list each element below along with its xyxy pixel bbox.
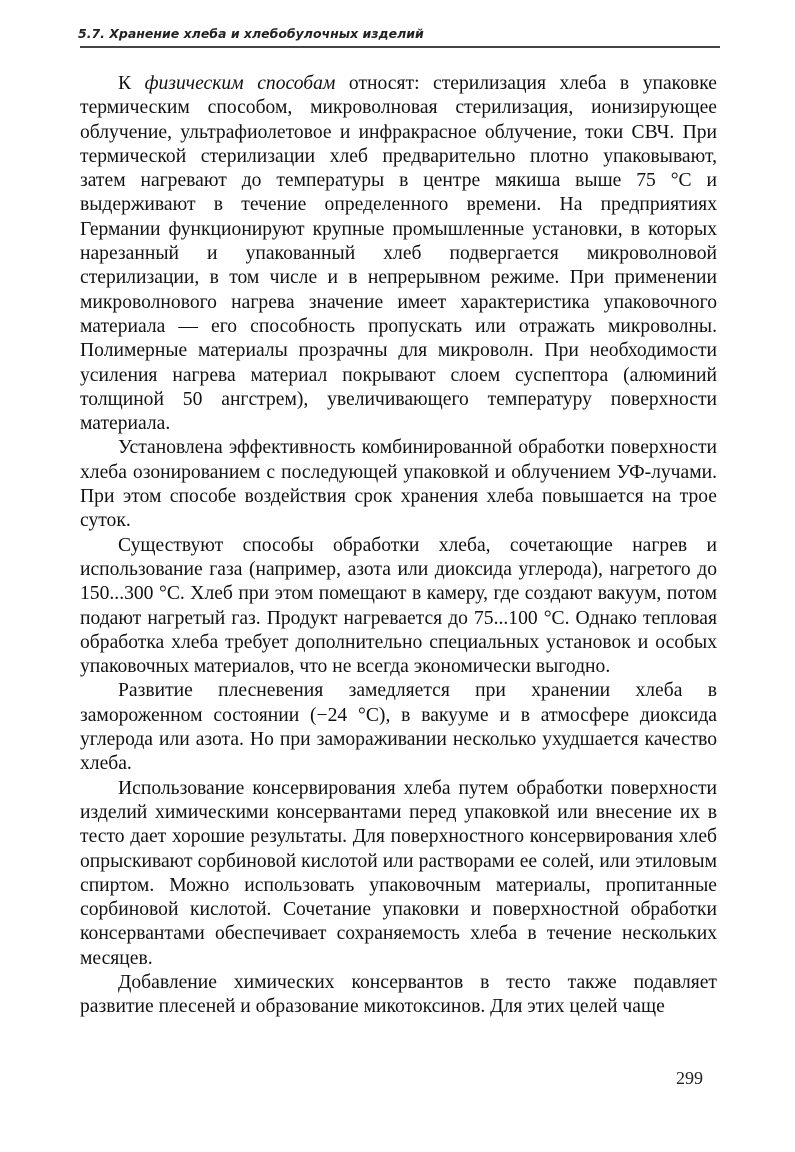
running-head: 5.7. Хранение хлеба и хлебобулочных изделий [78, 26, 424, 41]
header-rule [80, 46, 720, 48]
paragraph-preservation: Использование консервирования хлеба путем обработки поверхности изделий химическими консервантами перед упаковкой или внесение их в тесто дает хорошие результаты. Для поверхностного консервирования хлеб опрыскивают сорбиновой кислотой или растворами ее солей, или этиловым спиртом. Можно использовать упаковочным материалы, пропитанные сорбиновой кислотой. Сочетание упаковки и поверхностной обработки консервантами обеспечивает сохраняемость хлеба в течение нескольких месяцев. [80, 777, 717, 969]
paragraph-preservatives: Добавление химических консервантов в тесто также подавляет развитие плесеней и образование микотоксинов. Для этих целей чаще [80, 971, 717, 1018]
page-number: 299 [676, 1068, 703, 1088]
body-text [80, 72, 717, 1020]
p1-lead: К [118, 73, 145, 94]
paragraph-gas-heating: Существуют способы обработки хлеба, сочетающие нагрев и использование газа (например, азота или диоксида углерода), нагретого до 150...300 °С. Хлеб при этом помещают в камеру, где создают вакуум, потом подают нагретый газ. Продукт нагревается до 75...100 °С. Однако тепловая обработка хлеба требует дополнительно специальных установок и особых упаковочных материалов, что не всегда экономически выгодно. [80, 534, 717, 678]
p1-emphasis: физическим способам [144, 73, 336, 94]
paragraph-freezing: Развитие плесневения замедляется при хранении хлеба в замороженном состоянии (−24 °С), в вакууме и в атмосфере диоксида углерода или азота. Но при замораживании несколько ухудшается качество хлеба. [80, 680, 717, 775]
paragraph-physical-methods [80, 72, 717, 436]
p1-rest: относят: стерилизация хлеба в упаковке термическим способом, микроволновая стерилизация, ионизирующее облучение, ультрафиолетовое и инфракрасное облучение, токи СВЧ. При термической стерилизации хлеб предварительно плотно упаковывают, затем нагревают до температуры в центре мякиша выше 75 °С и выдерживают в течение определенного времени. На предприятиях Германии функционируют крупные промышленные установки, в которых нарезанный и упакованный хлеб подвергается микроволновой стерилизации, в том числе и в непрерывном режиме. При применении микроволнового нагрева значение имеет характеристика упаковочного материала — его способность пропускать или отражать микроволны. Полимерные материалы прозрачны для микроволн. При необходимости усиления нагрева материал покрывают слоем суспептора (алюминий толщиной 50 ангстрем), увеличивающего температуру поверхности материала. [80, 73, 717, 435]
paragraph-ozonation: Установлена эффективность комбинированной обработки поверхности хлеба озонированием с последующей упаковкой и облучением УФ-лучами. При этом способе воздействия срок хранения хлеба повышается на трое суток. [80, 437, 717, 532]
